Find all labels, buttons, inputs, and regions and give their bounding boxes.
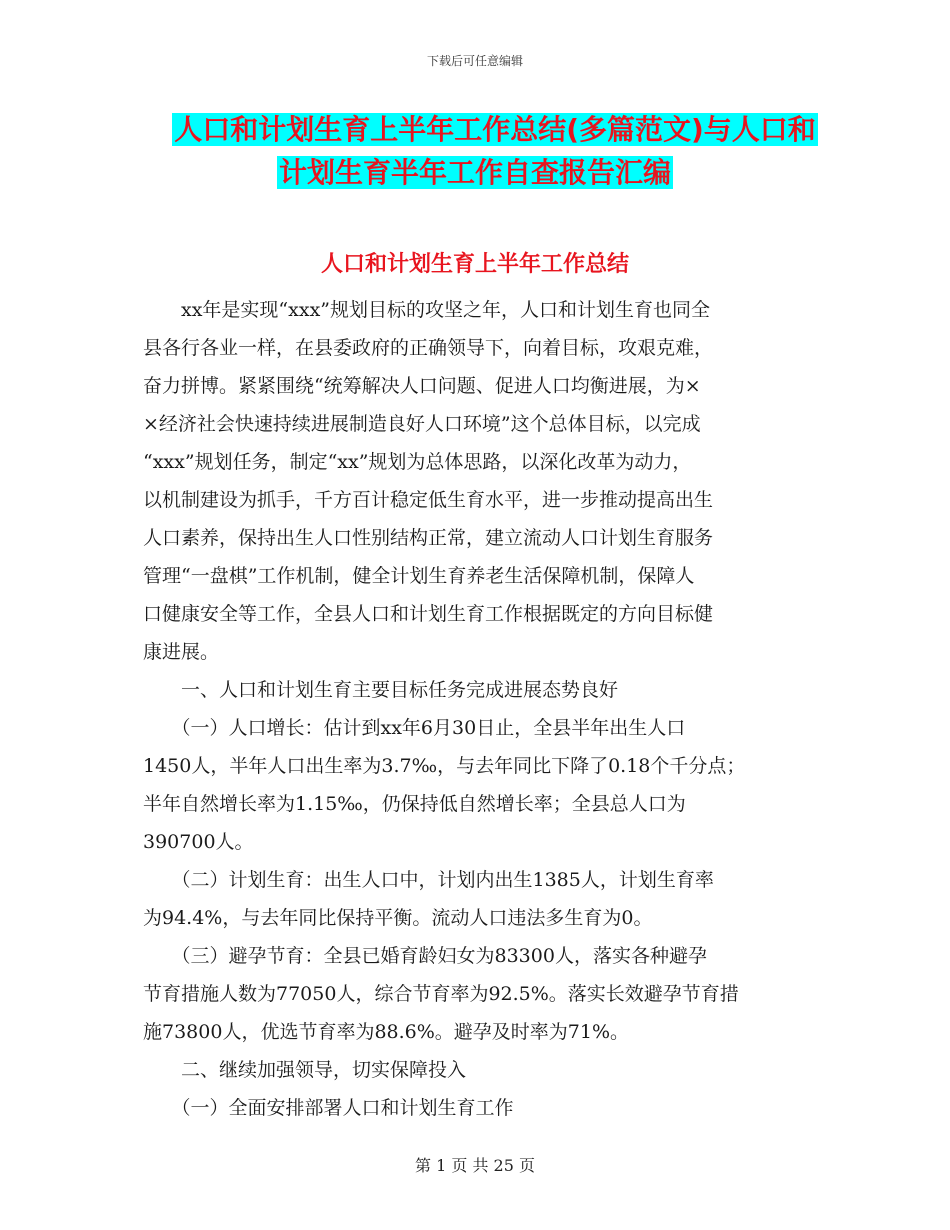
body-line: 县各行各业一样，在县委政府的正确领导下，向着目标，攻艰克难， [143,337,714,359]
body-line: 节育措施人数为77050人，综合节育率为92.5%。落实长效避孕节育措 [143,983,739,1005]
body-line: 管理“一盘棋”工作机制，健全计划生育养老生活保障机制，保障人 [143,565,695,587]
body-line: 康进展。 [143,641,220,663]
section-title: 人口和计划生育上半年工作总结 [320,252,629,277]
heading-line: 一、人口和计划生育主要目标任务完成进展态势良好 [143,679,619,701]
page-number-footer: 第 1 页 共 25 页 [415,1156,535,1175]
body-line: （一）人口增长：估计到xx年6月30日止，全县半年出生人口 [143,717,686,739]
body-line: 奋力拼博。紧紧围绕“统筹解决人口问题、促进人口均衡进展，为× [143,375,701,397]
body-line: （二）计划生育：出生人口中，计划内出生1385人，计划生育率 [143,869,714,891]
body-line: （三）避孕节育：全县已婚育龄妇女为83300人，落实各种避孕 [143,945,707,967]
body-line: 以机制建设为抓手，千方百计稳定低生育水平，进一步推动提高出生 [143,489,714,511]
heading-line: 二、继续加强领导，切实保障投入 [143,1059,467,1081]
body-line: 口健康安全等工作，全县人口和计划生育工作根据既定的方向目标健 [143,603,714,625]
document-title-line-1: 人口和计划生育上半年工作总结(多篇范文)与人口和 [174,113,816,146]
body-line: 1450人，半年人口出生率为3.7‰，与去年同比下降了0.18个千分点； [143,755,746,777]
body-line: 半年自然增长率为1.15‰，仍保持低自然增长率；全县总人口为 [143,793,686,815]
body-line: “xxx”规划任务，制定“xx”规划为总体思路，以深化改革为动力， [143,451,692,473]
document-title-line-2: 计划生育半年工作自查报告汇编 [278,156,671,189]
body-line: 390700人。 [143,831,254,853]
header-note: 下载后可任意编辑 [426,54,523,68]
body-line: 人口素养，保持出生人口性别结构正常，建立流动人口计划生育服务 [143,527,714,549]
body-line: ×经济社会快速持续进展制造良好人口环境”这个总体目标，以完成 [143,413,701,435]
body-line: xx年是实现“xxx”规划目标的攻坚之年，人口和计划生育也同全 [143,299,711,321]
body-line: （一）全面安排部署人口和计划生育工作 [143,1097,514,1119]
body-line: 施73800人，优选节育率为88.6%。避孕及时率为71%。 [143,1021,630,1043]
body-line: 为94.4%，与去年同比保持平衡。流动人口违法多生育为0。 [143,907,653,929]
